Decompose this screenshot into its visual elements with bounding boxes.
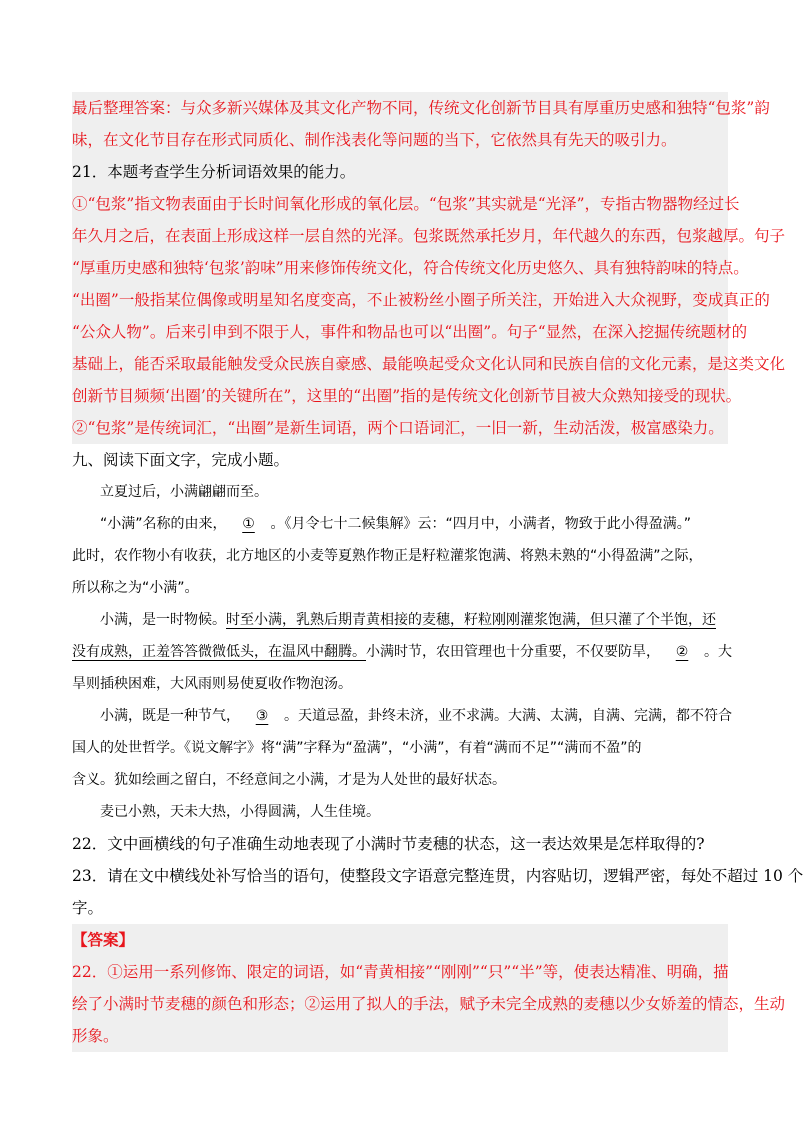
answer-22-line: 形象。 (72, 1027, 119, 1045)
underlined-sentence: 没有成熟，正羞答答微微低头，在温风中翻腾。 (72, 644, 366, 660)
passage-line: 旱则插秧困难，大风雨则易使夏收作物泡汤。 (72, 676, 352, 692)
q21-body-line: “公众人物”。后来引申到不限于人，事件和物品也可以“出圈”。句子“显然，在深入挖掘传统题材的 (72, 323, 748, 341)
blank-3: ③ (255, 708, 269, 724)
blank-2: ② (675, 644, 689, 660)
passage-text: 小满，既是一种节气， (100, 708, 240, 724)
document-page (72, 92, 803, 1052)
passage-line: 所以称之为“小满”。 (72, 580, 199, 596)
section-nine-title: 九、阅读下面文字，完成小题。 (72, 451, 290, 469)
q21-body-line: 创新节目频频‘出圈’的关键所在”，这里的“出圈”指的是传统文化创新节目被大众熟知接受的现状。 (72, 387, 742, 405)
passage-text: 小满，是一时物候。 (100, 612, 226, 628)
underlined-sentence: 时至小满，乳熟后期青黄相接的麦穗，籽粒刚刚灌浆饱满，但只灌了个半饱，还 (226, 612, 716, 628)
answer-tag: 【答案】 (72, 930, 135, 949)
question-23: 23．请在文中横线处补写恰当的语句，使整段文字语意完整连贯，内容贴切，逻辑严密，每处不超过 10 个 (72, 867, 803, 885)
passage-line: 此时，农作物小有收获，北方地区的小麦等夏熟作物正是籽粒灌浆饱满、将熟未熟的“小得盈满”之际， (72, 548, 703, 564)
passage-line: 国人的处世哲学。《说文解字》将“满”字释为“盈满”，“小满”，有着“满而不足”“满而不盈”的 (72, 740, 642, 756)
q21-heading: 21．本题考查学生分析词语效果的能力。 (72, 163, 356, 181)
q21-body-line: 年久月之后，在表面上形成这样一层自然的光泽。包浆既然承托岁月，年代越久的东西，包浆越厚。句子 (72, 227, 786, 245)
passage-text: 。《月令七十二候集解》云：“四月中，小满者，物致于此小得盈满。” (270, 516, 692, 532)
answer-block-top (72, 92, 786, 444)
passage-text: 小满时节，农田管理也十分重要，不仅要防旱， (366, 644, 660, 660)
q21-body-line: “出圈”一般指某位偶像或明星知名度变高，不止被粉丝小圈子所关注，开始进入大众视野，变成真正的 (72, 291, 770, 309)
q21-body-line: “厚重历史感和独特‘包浆’韵味”用来修饰传统文化，符合传统文化历史悠久、具有独特韵味的特点。 (72, 259, 749, 277)
passage-text: “小满”名称的由来， (100, 516, 227, 532)
passage-text: 。大 (704, 644, 732, 660)
passage-paragraph-1: 立夏过后，小满翩翩而至。 (100, 484, 268, 500)
question-22: 22．文中画横线的句子准确生动地表现了小满时节麦穗的状态，这一表达效果是怎样取得的? (72, 835, 705, 853)
question-23-cont: 字。 (72, 899, 104, 917)
q21-body-line: ②“包浆”是传统词汇，“出圈”是新生词语，两个口语词汇，一旧一新，生动活泼，极富感染力。 (72, 419, 724, 437)
passage-line (72, 636, 732, 668)
final-answer-line: 味，在文化节目存在形式同质化、制作浅表化等问题的当下，它依然具有先天的吸引力。 (72, 131, 677, 149)
blank-1: ① (242, 516, 255, 532)
answer-block-bottom (72, 924, 786, 1052)
final-answer-line: 最后整理答案：与众多新兴媒体及其文化产物不同，传统文化创新节目具有厚重历史感和独特“包浆”韵 (72, 99, 770, 117)
passage-paragraph-5: 麦已小熟，天未大热，小得圆满，人生佳境。 (100, 804, 380, 820)
q21-body-line: 基础上，能否采取最能触发受众民族自豪感、最能唤起受众文化认同和民族自信的文化元素，是这类文化 (72, 355, 786, 373)
q21-body-line: ①“包浆”指文物表面由于长时间氧化形成的氧化层。“包浆”其实就是“光泽”，专指古物器物经过长 (72, 195, 740, 213)
passage-paragraph-2 (72, 508, 728, 540)
answer-22-line: 22．①运用一系列修饰、限定的词语，如“青黄相接”“刚刚”“只”“半”等，使表达精准、明确，描 (72, 963, 729, 981)
passage-paragraph-4 (72, 700, 732, 732)
passage-line: 含义。犹如绘画之留白，不经意间之小满，才是为人处世的最好状态。 (72, 772, 506, 788)
passage-text: 。天道忌盈，卦终未济，业不求满。大满、太满，自满、完满，都不符合 (284, 708, 732, 724)
answer-22-line: 绘了小满时节麦穗的颜色和形态；②运用了拟人的手法，赋予未完全成熟的麦穗以少女娇羞的情态，生动 (72, 995, 786, 1013)
passage-paragraph-3 (72, 604, 728, 636)
